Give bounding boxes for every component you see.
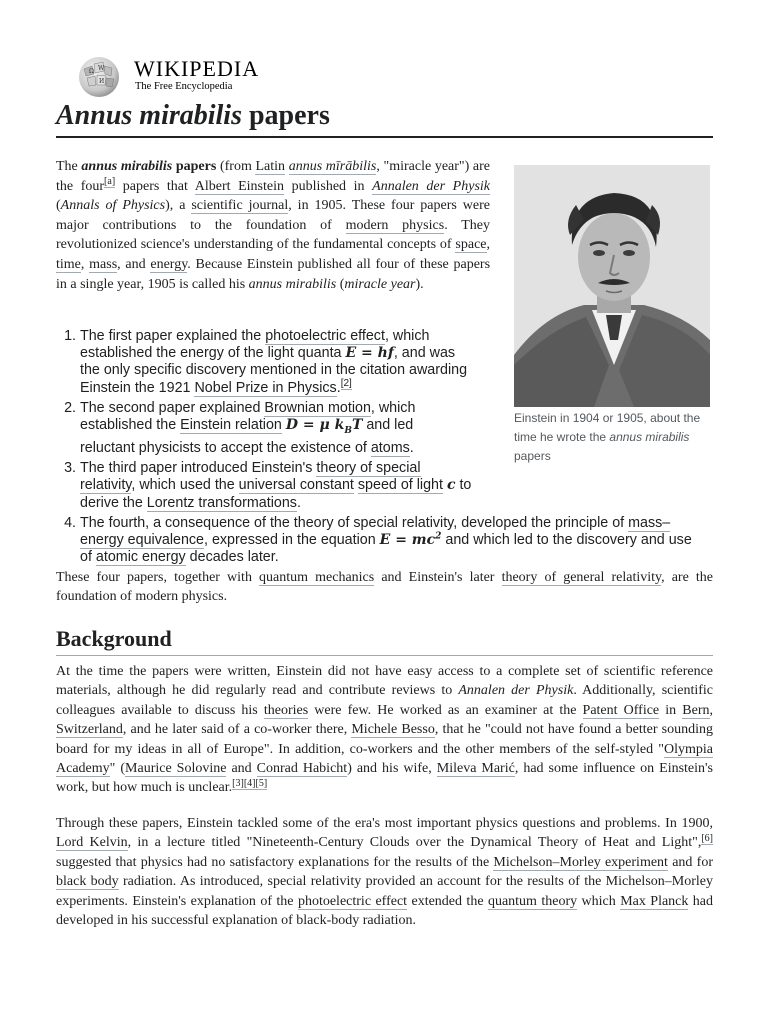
text: , in a lecture titled "Nineteenth-Century Clouds over the Dynamical Theory of Heat and Light", xyxy=(127,835,702,851)
link-scientific-journal[interactable]: scientific journal xyxy=(191,198,289,214)
text: " ( xyxy=(109,761,126,777)
math-einstein-relation xyxy=(285,417,363,436)
text: , and he later said of a co-worker there, xyxy=(122,722,352,738)
text: , expressed in the equation xyxy=(204,532,380,549)
text: ( xyxy=(56,198,61,214)
text: had developed in his successful explanation of black-body radiation. xyxy=(56,893,714,929)
ref-5[interactable]: [5] xyxy=(255,777,268,789)
text: The second paper explained xyxy=(80,399,265,416)
text: The first paper explained the xyxy=(80,328,266,344)
text: . xyxy=(409,440,414,457)
text: ( xyxy=(336,276,345,292)
caption-italic: annus mirabilis xyxy=(609,430,690,444)
math-text: T xyxy=(351,417,363,434)
ref-4[interactable]: [4] xyxy=(243,777,256,789)
page-title-italic: Annus mirabilis xyxy=(56,100,242,131)
math-sub: B xyxy=(344,425,352,436)
link-atoms[interactable]: atoms xyxy=(370,440,410,457)
link-atomic-energy[interactable]: atomic energy xyxy=(95,549,186,566)
text: , are the foundation of modern physics. xyxy=(56,570,714,605)
bold-italic-term: annus mirabilis xyxy=(81,159,173,174)
math-text: E = mc xyxy=(379,532,436,549)
link-conrad-habicht[interactable]: Conrad Habicht xyxy=(256,761,348,777)
link-general-relativity[interactable]: theory of general relativity xyxy=(501,570,662,585)
link-black-body[interactable]: black body xyxy=(56,874,119,890)
text: The fourth, a consequence of the theory of special relativity, developed the principle of xyxy=(80,514,629,531)
wikipedia-logo[interactable] xyxy=(76,52,296,100)
link-maurice-solovine[interactable]: Maurice Solovine xyxy=(125,761,227,777)
background-paragraph-2 xyxy=(56,814,713,930)
text: and Einstein's later xyxy=(374,570,502,585)
text: The xyxy=(56,159,82,174)
list-item xyxy=(80,460,472,512)
link-patent-office[interactable]: Patent Office xyxy=(582,702,660,718)
text: The third paper introduced Einstein's xyxy=(80,460,317,477)
math-e-mc2 xyxy=(380,532,442,548)
wikipedia-tagline: The Free Encyclopedia xyxy=(135,81,233,92)
link-photoelectric-effect[interactable]: photoelectric effect xyxy=(265,328,385,344)
link-mass[interactable]: mass xyxy=(89,256,118,272)
page-title xyxy=(56,96,713,138)
svg-text:Ω: Ω xyxy=(89,68,94,75)
link-einstein-relation[interactable]: Einstein relation xyxy=(180,417,282,434)
math-c: c xyxy=(446,477,456,494)
text: and led reluctant physicists to accept the existence of xyxy=(80,417,414,457)
note-a[interactable]: [a] xyxy=(104,175,116,187)
text: , and was the only specific discovery mentioned in the citation awarding Einstein the 1921 xyxy=(80,345,468,396)
link-annalen-der-physik[interactable] xyxy=(372,179,490,195)
math-text: D = μ k xyxy=(285,417,345,434)
caption-text: papers xyxy=(514,449,551,463)
annals-of-physics: Annals of Physics xyxy=(60,198,166,214)
list-item xyxy=(80,328,472,397)
link-brownian-motion[interactable]: Brownian motion xyxy=(264,399,371,416)
link-theories[interactable]: theories xyxy=(263,702,309,718)
link-time[interactable]: time xyxy=(56,256,81,272)
text: were few. He worked as an examiner at the xyxy=(308,702,583,718)
link-michele-besso[interactable]: Michele Besso xyxy=(351,722,435,738)
text: extended the xyxy=(407,893,488,909)
text: . xyxy=(336,379,341,396)
journal-name: Annalen der Physik xyxy=(458,683,574,699)
caption-text: Einstein in 1904 or 1905, about the time he wrote the xyxy=(514,411,701,444)
text: . They revolutionized science's understanding of the fundamental concepts of xyxy=(56,217,490,253)
link-speed-of-light[interactable]: speed of light xyxy=(357,477,443,494)
journal-name: Annalen der Physik xyxy=(372,178,491,194)
text: and which led to the discovery and use of xyxy=(80,532,692,566)
text: . Additionally, scientific colleagues available to discuss his xyxy=(56,683,714,718)
text: (from xyxy=(216,159,256,174)
text: published in xyxy=(284,178,373,194)
link-energy[interactable]: energy xyxy=(150,256,188,272)
link-lord-kelvin[interactable]: Lord Kelvin xyxy=(56,835,128,851)
link-nobel-prize[interactable]: Nobel Prize in Physics xyxy=(194,379,337,396)
text: decades later. xyxy=(185,549,279,566)
text: Through these papers, Einstein tackled some of the era's most important physics questions and problems. In 1900, xyxy=(56,816,713,831)
section-heading-background: Background xyxy=(56,624,713,656)
lead-paragraph xyxy=(56,157,490,294)
link-switzerland[interactable]: Switzerland xyxy=(56,722,123,738)
text: in xyxy=(659,702,683,718)
svg-text:W: W xyxy=(98,65,105,72)
text: These four papers, together with xyxy=(56,570,260,585)
list-item xyxy=(80,515,692,567)
ref-2[interactable]: [2] xyxy=(340,377,352,389)
text: radiation. As introduced, special relativity provided an account for the results of the Michelson–Morley experiments. Einstein's explanation of the xyxy=(56,874,713,909)
list-item xyxy=(80,400,472,457)
link-bern[interactable]: Bern xyxy=(682,702,710,718)
link-mileva-maric[interactable]: Mileva Marić xyxy=(436,761,515,777)
text: suggested that physics had no satisfactory explanations for the results of the xyxy=(56,854,494,870)
math-e-hf: E = hf xyxy=(345,345,394,362)
link-photoelectric-effect-2[interactable]: photoelectric effect xyxy=(297,893,408,909)
link-space[interactable]: space xyxy=(455,237,487,253)
ref-3[interactable]: [3] xyxy=(232,777,244,789)
text: ). xyxy=(415,276,424,292)
link-albert-einstein[interactable]: Albert Einstein xyxy=(194,178,284,194)
text: , xyxy=(709,702,713,718)
link-latin[interactable]: Latin xyxy=(255,159,286,174)
text: , and xyxy=(117,256,151,272)
text: , which used the xyxy=(131,477,239,494)
miracle-year-term: miracle year xyxy=(344,276,416,292)
page-title-rest: papers xyxy=(241,100,330,131)
text: . xyxy=(296,494,301,511)
link-max-planck[interactable]: Max Planck xyxy=(620,893,689,909)
link-annus-mirabilis[interactable] xyxy=(289,159,377,175)
text: ), a xyxy=(165,198,192,214)
text: , "miracle year") are the four xyxy=(56,159,491,194)
link-quantum-mechanics[interactable]: quantum mechanics xyxy=(259,570,375,585)
text: At the time the papers were written, Einstein did not have easy access to a complete set of scientific reference materials, although he did regularly read and contribute reviews to xyxy=(56,664,713,699)
text: papers that xyxy=(115,178,195,194)
annus-mirabilis-term: annus mirabilis xyxy=(248,276,337,292)
text: ) and his wife, xyxy=(347,761,437,777)
link-quantum-theory[interactable]: quantum theory xyxy=(487,893,578,909)
summary-paragraph xyxy=(56,568,713,607)
text: , had some influence on Einstein's work, but how much is unclear. xyxy=(56,761,713,796)
background-paragraph-1 xyxy=(56,662,713,798)
link-universal-constant[interactable]: universal constant xyxy=(238,477,354,494)
svg-text:И: И xyxy=(99,78,105,85)
bold-term: papers xyxy=(172,159,217,174)
link-michelson-morley[interactable]: Michelson–Morley experiment xyxy=(493,854,668,870)
link-lorentz-transformations[interactable]: Lorentz transformations xyxy=(146,494,297,511)
link-modern-physics[interactable]: modern physics xyxy=(345,217,445,233)
text: , in 1905. These four papers were major contributions to the foundation of xyxy=(56,198,490,233)
text: , xyxy=(80,256,90,272)
text: which xyxy=(577,893,621,909)
link-olympia-academy[interactable]: Olympia Academy xyxy=(56,741,713,777)
latin-phrase: annus mīrābilis xyxy=(288,159,377,174)
papers-list xyxy=(56,328,692,569)
text: , that he "could not have found a better sounding board for my ideas in all of Europe". In addition, co-workers and the other members of the self-styled " xyxy=(56,722,713,757)
text: . Because Einstein published all four of these papers in a single year, 1905 is called his xyxy=(56,256,491,292)
text: , which established the energy of the light quanta xyxy=(80,328,430,362)
text: , which established the xyxy=(80,399,416,434)
ref-6[interactable]: [6] xyxy=(701,832,713,844)
wikipedia-globe-icon xyxy=(76,54,122,98)
math-sup: 2 xyxy=(435,531,442,542)
text: and xyxy=(226,761,257,777)
text: to derive the xyxy=(80,477,472,511)
text: and for xyxy=(667,854,713,870)
link-special-relativity[interactable]: theory of special relativity xyxy=(80,460,421,494)
link-mass-energy-equivalence[interactable]: mass–energy equivalence xyxy=(80,514,671,549)
wikipedia-wordmark: WIKIPEDIA xyxy=(134,56,260,81)
text: , xyxy=(486,237,490,253)
